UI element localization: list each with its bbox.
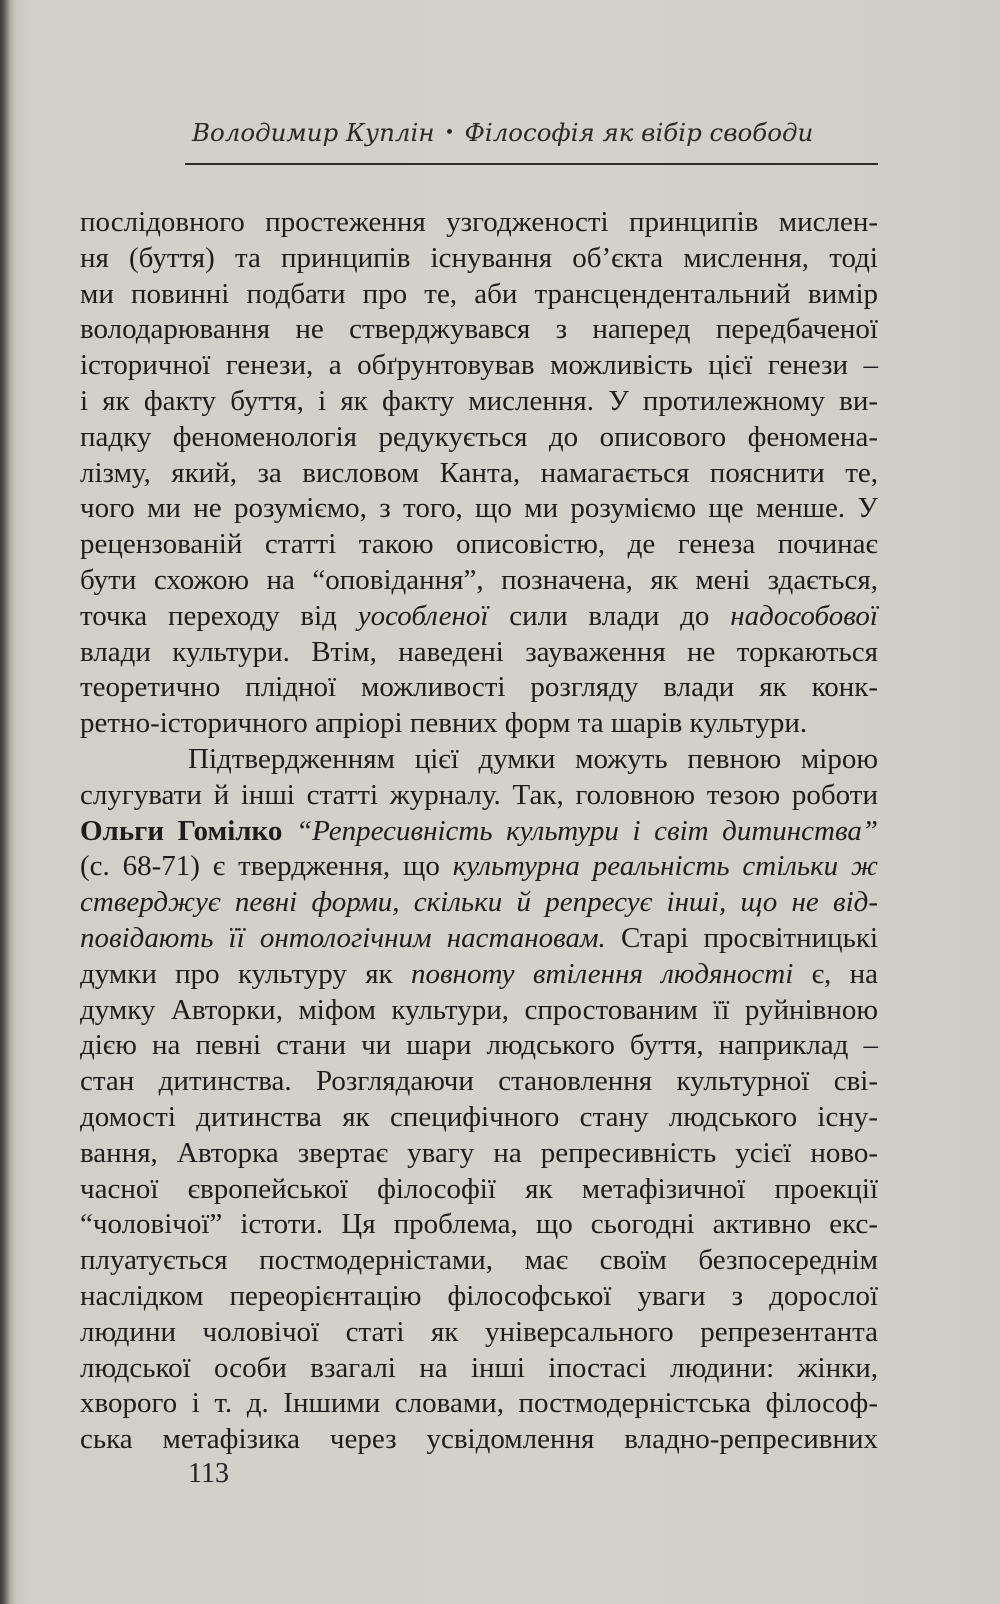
italic-term: повноту втілення людяності [410, 957, 794, 990]
text-line: ня (буття) та принципів існування об’єкта мислення, тоді [80, 241, 878, 274]
italic-term: надособової [730, 599, 878, 632]
text-line: ська метафізика через усвідомлення владно-репресивних [80, 1423, 878, 1456]
text-line: історичної генези, а обґрунтовував можливість цієї генези – [80, 349, 878, 382]
paragraph-first-line: Підтвердженням цієї думки можуть певною мірою [188, 742, 878, 775]
text-run: (с. 68-71) є твердження, що [80, 850, 453, 883]
text-run: точка переходу від [80, 599, 358, 632]
text-line [80, 921, 878, 957]
author-name-bold: Ольги Гомілко [80, 814, 283, 847]
text-line: часної європейської філософії як метафізичної проекції [80, 1172, 878, 1205]
page-edge-shadow [0, 0, 10, 1604]
page-number: 113 [188, 1458, 229, 1489]
running-head [192, 118, 878, 147]
text-line: падку феноменологія редукується до описового феномена- [80, 420, 878, 453]
text-line: людини чоловічої статі як універсального репрезентанта [80, 1315, 878, 1348]
running-head-title: Філософія як вібір свободи [464, 118, 814, 147]
text-line: дією на певні стани чи шари людського буття, наприклад – [80, 1029, 878, 1062]
text-line: наслідком переорієнтацію філософської уваги з дорослої [80, 1279, 878, 1312]
text-line [80, 849, 878, 885]
text-line: плуатується постмодерністами, має своїм безпосереднім [80, 1244, 878, 1277]
text-line: стан дитинства. Розглядаючи становлення культурної сві- [80, 1065, 878, 1098]
italic-quote-line: стверджує певні форми, скільки й репресує інші, що не від- [80, 886, 878, 919]
text-line: “чоловічої” істоти. Ця проблема, що сьогодні активно екс- [80, 1208, 878, 1241]
text-line [80, 599, 878, 635]
text-line: думку Авторки, міфом культури, спростованим її руйнівною [80, 993, 878, 1026]
text-line: володарювання не стверджувався з наперед передбаченої [80, 313, 878, 346]
text-line: хворого і т. д. Іншими словами, постмодерністська філософ- [80, 1387, 878, 1420]
text-line: людської особи взагалі на інші іпостасі людини: жінки, [80, 1351, 878, 1384]
text-line: рецензованій статті такою описовістю, де генеза починає [80, 528, 878, 561]
text-run: є, на [793, 957, 878, 990]
text-line: теоретично плідної можливості розгляду влади як конк- [80, 671, 878, 704]
text-line: вання, Авторка звертає увагу на репресивність усієї ново- [80, 1136, 878, 1169]
text-run: сили влади до [488, 599, 731, 632]
text-line: слугувати й інші статті журналу. Так, головною тезою роботи [80, 778, 878, 811]
text-line: чого ми не розуміємо, з того, що ми розуміємо ще менше. У [80, 492, 878, 525]
text-line [80, 814, 878, 850]
text-line: ми повинні подбати про те, аби трансцендентальний вимір [80, 277, 878, 310]
text-line: бути схожою на “оповідання”, позначена, як мені здається, [80, 563, 878, 596]
running-head-bullet: • [444, 123, 455, 143]
text-line: і як факту буття, і як факту мислення. У протилежному ви- [80, 384, 878, 417]
text-run: Старі просвітницькі [605, 921, 878, 954]
italic-quote: культурна реальність стільки ж [452, 850, 878, 883]
header-rule [185, 163, 878, 165]
text-line: лізму, який, за висловом Канта, намагається пояснити те, [80, 456, 878, 489]
text-line: ретно-історичного апріорі певних форм та шарів культури. [80, 707, 808, 740]
text-line: послідовного простеження узгодженості принципів мислен- [80, 206, 878, 238]
text-line [80, 957, 878, 993]
text-line: влади культури. Втім, наведені зауваження не торкаються [80, 635, 878, 668]
text-line: домості дитинства як специфічного стану людського існу- [80, 1100, 878, 1133]
running-head-author: Володимир Куплін [192, 118, 435, 147]
body-text [80, 205, 878, 1458]
article-title-italic: “Репресивність культури і світ дитинства” [282, 814, 878, 847]
italic-term: уособленої [357, 599, 489, 632]
italic-quote: повідають її онтологічним настановам. [80, 921, 606, 954]
text-run: думки про культуру як [80, 957, 411, 990]
